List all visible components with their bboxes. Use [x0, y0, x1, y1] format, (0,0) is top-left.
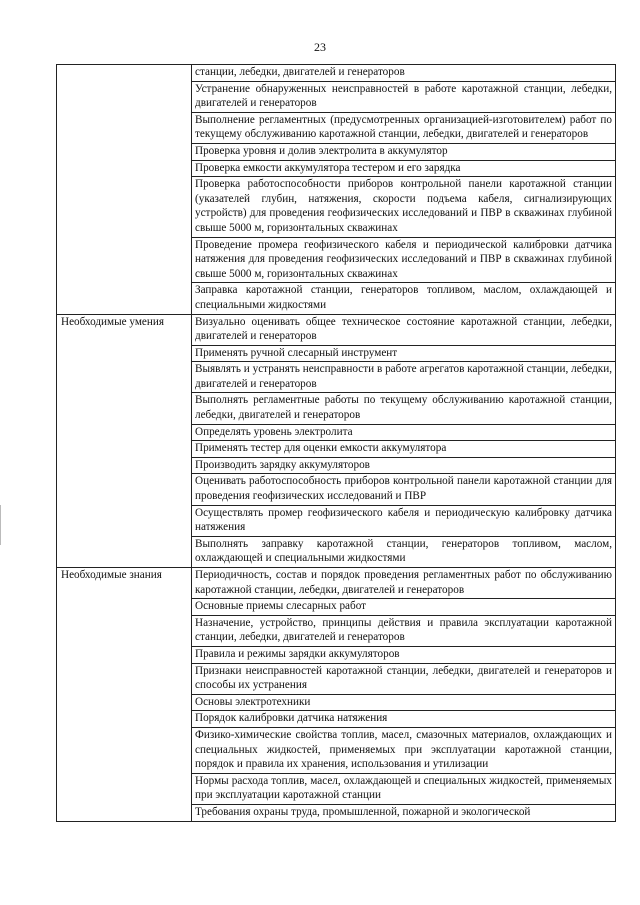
- item-cell: Нормы расхода топлив, масел, охлаждающей и специальных жидкостей, применяемых при эксплуатации каротажной станции: [192, 773, 616, 804]
- category-cell: [57, 65, 192, 315]
- item-cell: Заправка каротажной станции, генераторов топливом, маслом, охлаждающей и специальными жидкостями: [192, 283, 616, 314]
- margin-mark: [0, 505, 4, 545]
- item-cell: Устранение обнаруженных неисправностей в работе каротажной станции, лебедки, двигателей и генераторов: [192, 81, 616, 112]
- item-cell: Периодичность, состав и порядок проведения регламентных работ по обслуживанию каротажной станции, лебедки, двигателей и генераторов: [192, 568, 616, 599]
- category-cell: Необходимые знания: [57, 568, 192, 822]
- item-cell: Назначение, устройство, принципы действия и правила эксплуатации каротажной станции, лебедки, двигателей и генераторов: [192, 615, 616, 646]
- item-cell: Признаки неисправностей каротажной станции, лебедки, двигателей и генераторов и способы их устранения: [192, 663, 616, 694]
- item-cell: Осуществлять промер геофизического кабеля и периодическую калибровку датчика натяжения: [192, 505, 616, 536]
- table-row: [57, 314, 616, 345]
- item-cell: Выявлять и устранять неисправности в работе агрегатов каротажной станции, лебедки, двигателей и генераторов: [192, 362, 616, 393]
- item-cell: Порядок калибровки датчика натяжения: [192, 711, 616, 728]
- page-number: 23: [314, 40, 326, 54]
- item-cell: Проверка емкости аккумулятора тестером и его зарядка: [192, 160, 616, 177]
- competency-table: [56, 64, 616, 822]
- item-cell: станции, лебедки, двигателей и генераторов: [192, 65, 616, 82]
- item-cell: Определять уровень электролита: [192, 424, 616, 441]
- item-cell: Применять ручной слесарный инструмент: [192, 345, 616, 362]
- table-body: [57, 65, 616, 822]
- table-row: [57, 65, 616, 82]
- item-cell: Выполнять регламентные работы по текущему обслуживанию каротажной станции, лебедки, двигателей и генераторов: [192, 393, 616, 424]
- item-cell: Физико-химические свойства топлив, масел, смазочных материалов, охлаждающих и специальных жидкостей, применяемых при эксплуатации каротажной станции, порядок и правила их хранения, использования и утилизации: [192, 727, 616, 773]
- table-row: [57, 568, 616, 599]
- item-cell: Проведение промера геофизического кабеля и периодической калибровки датчика натяжения для проведения геофизических исследований и ПВР в скважинах глубиной свыше 5000 м, горизонтальных скважинах: [192, 237, 616, 283]
- category-cell: Необходимые умения: [57, 314, 192, 568]
- item-cell: Выполнять заправку каротажной станции, генераторов топливом, маслом, охлаждающей и специальными жидкостями: [192, 536, 616, 567]
- item-cell: Проверка работоспособности приборов контрольной панели каротажной станции (указателей глубин, натяжения, скорости подъема кабеля, сигнализирующих устройств) для проведения геофизических исследований и ПВР в скважинах глубиной свыше 5000 м, горизонтальных скважинах: [192, 177, 616, 237]
- item-cell: Основные приемы слесарных работ: [192, 599, 616, 616]
- item-cell: Оценивать работоспособность приборов контрольной панели каротажной станции для проведения геофизических исследований и ПВР: [192, 474, 616, 505]
- item-cell: Основы электротехники: [192, 694, 616, 711]
- item-cell: Визуально оценивать общее техническое состояние каротажной станции, лебедки, двигателей и генераторов: [192, 314, 616, 345]
- item-cell: Производить зарядку аккумуляторов: [192, 457, 616, 474]
- item-cell: Проверка уровня и долив электролита в аккумулятор: [192, 143, 616, 160]
- item-cell: Правила и режимы зарядки аккумуляторов: [192, 646, 616, 663]
- item-cell: Применять тестер для оценки емкости аккумулятора: [192, 441, 616, 458]
- item-cell: Требования охраны труда, промышленной, пожарной и экологической: [192, 804, 616, 821]
- item-cell: Выполнение регламентных (предусмотренных организацией-изготовителем) работ по текущему обслуживанию каротажной станции, лебедки, двигателей и генераторов: [192, 112, 616, 143]
